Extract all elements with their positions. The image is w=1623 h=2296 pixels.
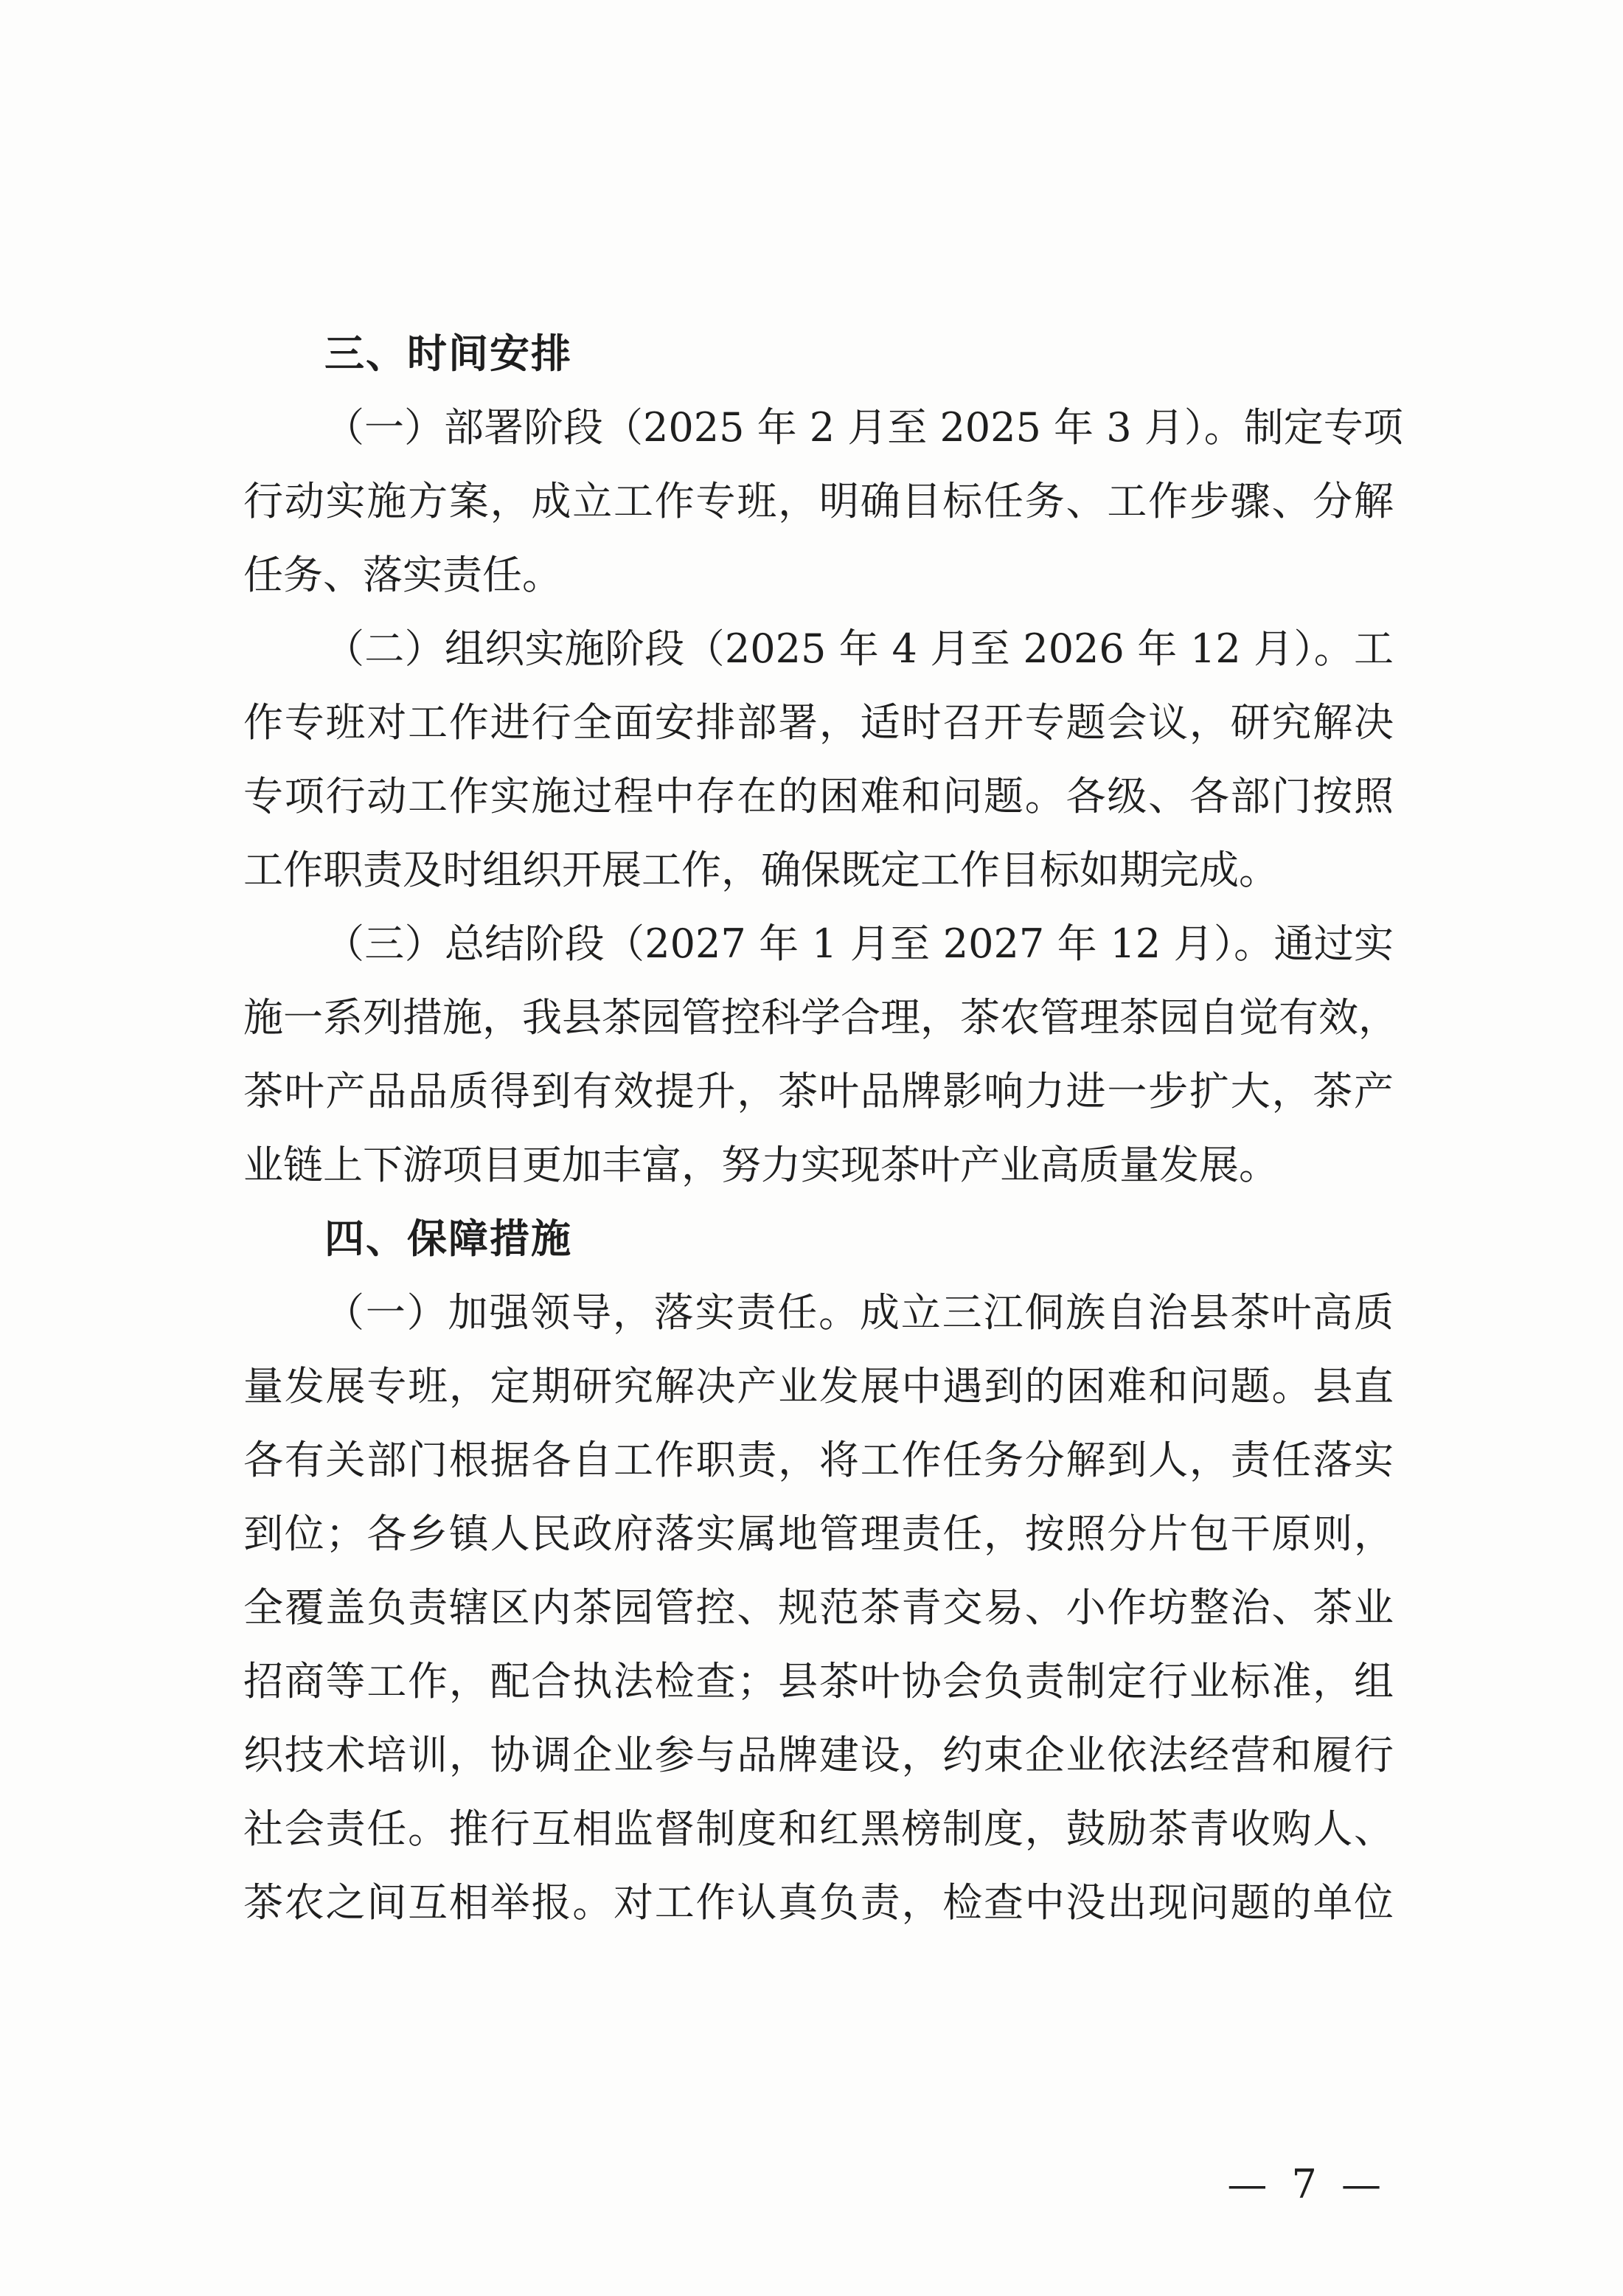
text-line: 社会责任。推行互相监督制度和红黑榜制度，鼓励茶青收购人、 bbox=[243, 1806, 1394, 1852]
text-line: 行动实施方案，成立工作专班，明确目标任务、工作步骤、分解 bbox=[243, 478, 1394, 524]
text-line: （一）加强领导，落实责任。成立三江侗族自治县茶叶高质 bbox=[324, 1289, 1394, 1336]
section-4-paragraph-1 bbox=[243, 1276, 1394, 1940]
document-body bbox=[243, 317, 1403, 1940]
section-3-paragraph-1 bbox=[243, 391, 1403, 612]
section-4-heading: 四、保障措施 bbox=[324, 1215, 572, 1262]
text-line: 工作职责及时组织开展工作，确保既定工作目标如期完成。 bbox=[243, 847, 1279, 893]
text-line: （二）组织实施阶段（2025 年 4 月至 2026 年 12 月）。工 bbox=[324, 625, 1394, 672]
section-3-paragraph-3 bbox=[243, 907, 1398, 1202]
section-3-paragraph-2 bbox=[243, 612, 1394, 907]
text-line: 全覆盖负责辖区内茶园管控、规范茶青交易、小作坊整治、茶业 bbox=[243, 1584, 1394, 1631]
page-number: — 7 — bbox=[1227, 2161, 1387, 2207]
text-line: 作专班对工作进行全面安排部署，适时召开专题会议，研究解决 bbox=[243, 699, 1394, 746]
text-line: 专项行动工作实施过程中存在的困难和问题。各级、各部门按照 bbox=[243, 773, 1394, 819]
text-line: 任务、落实责任。 bbox=[243, 552, 562, 598]
text-line: 到位；各乡镇人民政府落实属地管理责任，按照分片包干原则， bbox=[243, 1511, 1394, 1557]
text-line: 施一系列措施，我县茶园管控科学合理，茶农管理茶园自觉有效， bbox=[243, 994, 1398, 1041]
section-3-heading: 三、时间安排 bbox=[324, 330, 572, 377]
text-line: 茶农之间互相举报。对工作认真负责，检查中没出现问题的单位 bbox=[243, 1879, 1394, 1926]
text-line: （三）总结阶段（2027 年 1 月至 2027 年 12 月）。通过实 bbox=[324, 920, 1394, 967]
text-line: 茶叶产品品质得到有效提升，茶叶品牌影响力进一步扩大，茶产 bbox=[243, 1068, 1394, 1114]
text-line: 招商等工作，配合执法检查；县茶叶协会负责制定行业标准，组 bbox=[243, 1658, 1394, 1704]
text-line: 各有关部门根据各自工作职责，将工作任务分解到人，责任落实 bbox=[243, 1437, 1394, 1483]
text-line: 业链上下游项目更加丰富，努力实现茶叶产业高质量发展。 bbox=[243, 1142, 1279, 1188]
text-line: 织技术培训，协调企业参与品牌建设，约束企业依法经营和履行 bbox=[243, 1732, 1394, 1778]
text-line: （一）部署阶段（2025 年 2 月至 2025 年 3 月）。制定专项 bbox=[324, 404, 1403, 451]
text-line: 量发展专班，定期研究解决产业发展中遇到的困难和问题。县直 bbox=[243, 1363, 1394, 1409]
